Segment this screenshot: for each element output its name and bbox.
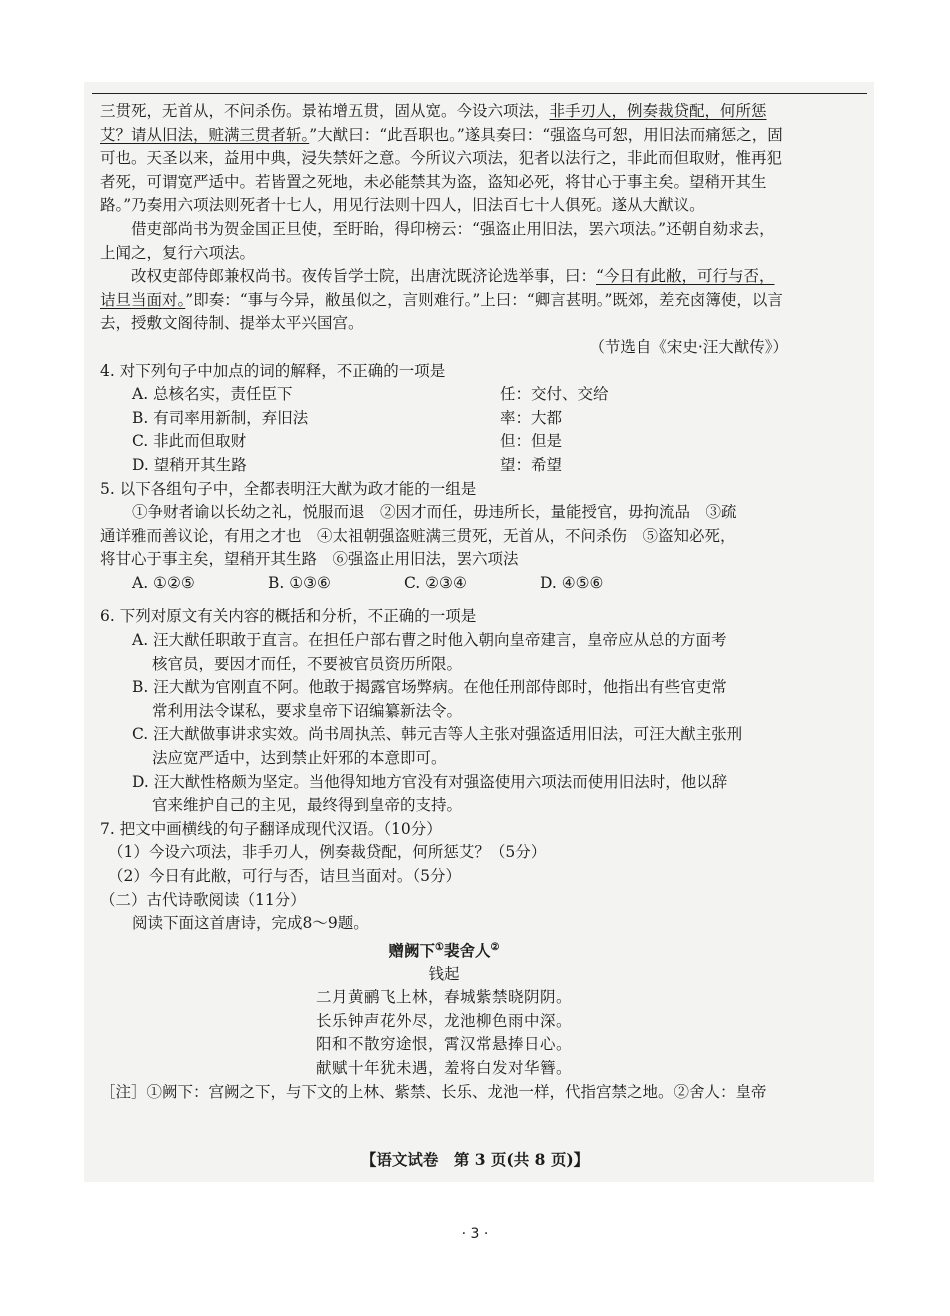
passage-paragraph: 三贯死，无首从，不问杀伤。景祐增五贯，固从宽。今设六项法，非手刃人，例奏裁贷配，何所惩艾？请从旧法，赃满三贯者斩。”大猷曰：“此吾职也。”遂具奏曰：“强盗乌可恕，用旧法而痛惩之，固可也。天圣以来，益用中典，浸失禁奸之意。今所议六项法，犯者以法行之，非此而但取财，惟再犯者死，可谓宽严适中。若皆置之死地，未必能禁其为盗，盗知必死，将甘心于事主矣。望稍开其生路。”乃奏用六项法则死者十七人，用见行法则十四人，旧法百七十人俱死。遂从大猷议。 [100,102,783,215]
question-7-item-1: （1）今设六项法，非手刃人，例奏裁贷配，何所惩艾？（5分） [108,843,547,862]
question-5-sentences: ①争财者谕以长幼之礼，悦服而退 ②因才而任，毋违所长，量能授官，毋拘流品 ③疏 [132,503,737,522]
poem-note: ［注］①阙下：宫阙之下，与下文的上林、紫禁、长乐、龙池一样，代指宫禁之地。②舍人：皇帝 [100,1082,767,1101]
question-4-option-c: C. 非此而但取财 但：但是 [132,432,563,451]
question-5-sentences: 通详雅而善议论，有用之才也 ④太祖朝强盗赃满三贯死，无首从，不问杀伤 ⑤盗知必死， [100,526,736,545]
passage-paragraph: 借吏部尚书为贺金国正旦使，至盱眙，得印榜云：“强盗止用旧法，罢六项法。”还朝自劾求去，上闻之，复行六项法。 [100,219,775,262]
underlined-sentence-1: 非手刃人，例奏裁贷配，何所惩艾？请从旧法，赃满三贯者斩。 [100,102,767,144]
question-6-option-b: B. 汪大猷为官刚直不阿。他敢于揭露官场弊病。在他任刑部侍郎时，他指出有些官吏常 [132,678,727,697]
question-5-choices: A. ①②⑤ B. ①③⑥ C. ②③④ D. ④⑤⑥ [132,573,604,592]
poem-author: 钱起 [428,964,460,983]
question-4-stem: 4. 对下列句子中加点的词的解释，不正确的一项是 [100,361,446,380]
question-4-option-b: B. 有司率用新制，弃旧法 率：大都 [132,408,563,427]
page-number: · 3 · [461,1226,489,1242]
question-6-option-d: D. 汪大猷性格颇为坚定。当他得知地方官没有对强盗使用六项法而使用旧法时，他以辞 [132,772,728,791]
exam-footer: 【语文试卷 第 3 页(共 8 页)】 [360,1150,590,1169]
underlined-sentence-2: “今日有此敝，可行与否，诘旦当面对。 [100,267,775,309]
poem-title: 赠阙下①裴舍人② [388,940,500,960]
question-5-sentences: 将甘心于事主矣，望稍开其生路 ⑥强盗止用旧法，罢六项法 [100,550,519,569]
poem-line: 献赋十年犹未遇，羞将白发对华簪。 [315,1058,572,1077]
question-4-option-d: D. 望稍开其生路 望：希望 [132,455,563,474]
question-7-stem: 7. 把文中画横线的句子翻译成现代汉语。（10分） [100,819,442,838]
exam-content: 三贯死，无首从，不问杀伤。景祐增五贯，固从宽。今设六项法，非手刃人，例奏裁贷配，何所惩艾？请从旧法，赃满三贯者斩。”大猷曰：“此吾职也。”遂具奏曰：“强盗乌可恕，用旧法而痛惩之，固可也。天圣以来，益用中典，浸失禁奸之意。今所议六项法，犯者以法行之，非此而但取财，惟再犯者死，可谓宽严适中。若皆置之死地，未必能禁其为盗，盗知必死，将甘心于事主矣。望稍开其生路。”乃奏用六项法则死者十七人，用见行法则十四人，旧法百七十人俱死。遂从大猷议。 借吏部尚书为贺金国正旦使，至盱眙，得印榜云：“强盗止用旧法，罢六项法。”还朝自劾求去，上闻之，复行六项法。 改权吏部侍郎兼权尚书。夜传旨学士院，出唐沈既济论选举事，曰：“今日有此敝，可行与否，诘旦当面对。”即奏：“事与今异，敝虽似之，言则难行。”上曰：“卿言甚明。”既郊，差充卤簿使，以言去，授敷文阁待制、提举太平兴国宫。 （节选自《宋史·汪大猷传》） 4. 对下列句子中加点的词的解释，不正确的一项是 A. 总核名实，责任臣下 任：交付、交给 B. 有司率用新制，弃旧法 率：大都 C. 非此而但取财 但：但是 D. 望稍开其生路 望：希望 5. 以下各组句子中，全都表明汪大猷为政才能的一组是 ①争财者谕以长幼之礼，悦服而退 ②因才而任，毋违所长，量能授官，毋拘流品 ③疏 通详雅而善议论，有用之才也 ④太祖朝强盗赃满三贯死，无首从，不问杀伤 ⑤盗知必死， 将甘心于事主矣，望稍开其生路 ⑥强盗止用旧法，罢六项法 A. ①②⑤ B. ①③⑥ C. ②③④ D. ④⑤⑥ 6. 下列对原文有关内容的概括和分析，不正确的一项是 A. 汪大猷任职敢于直言。在担任户部右曹之时他入朝向皇帝建言，皇帝应从总的方面考 核官员，要因才而任，不要被官员资历所限。 B. 汪大猷为官刚直不阿。他敢于揭露官场弊病。在他任刑部侍郎时，他指出有些官吏常 常利用法令谋私，要求皇帝下诏编纂新法令。 C. 汪大猷做事讲求实效。尚书周执羔、韩元吉等人主张对强盗适用旧法，可汪大猷主张刑 法应宽严适中，达到禁止奸邪的本意即可。 D. 汪大猷性格颇为坚定。当他得知地方官没有对强盗使用六项法而使用旧法时，他以辞 官来维护自己的主见，最终得到皇帝的支持。 7. 把文中画横线的句子翻译成现代汉语。（10分） （1）今设六项法，非手刃人，例奏裁贷配，何所惩艾？（5分） （2）今日有此敝，可行与否，诘旦当面对。（5分） （二）古代诗歌阅读（11分） 阅读下面这首唐诗，完成8～9题。 赠阙下①裴舍人② 钱起 二月黄鹂飞上林，春城紫禁晓阴阴。 长乐钟声花外尽，龙池柳色雨中深。 阳和不散穷途恨，霄汉常悬捧日心。 献赋十年犹未遇，羞将白发对华簪。 ［注］①阙下：宫阙之下，与下文的上林、紫禁、长乐、龙池一样，代指宫禁之地。②舍人：皇帝 [100,100,788,1104]
passage-source: （节选自《宋史·汪大猷传》） [589,337,788,356]
question-4-option-a: A. 总核名实，责任臣下 任：交付、交给 [132,385,609,404]
question-7-item-2: （2）今日有此敝，可行与否，诘旦当面对。（5分） [108,867,461,885]
section-instruction: 阅读下面这首唐诗，完成8～9题。 [132,914,369,933]
poem-line: 阳和不散穷途恨，霄汉常悬捧日心。 [315,1035,572,1054]
question-6-stem: 6. 下列对原文有关内容的概括和分析，不正确的一项是 [100,607,477,626]
header-rule [92,93,867,94]
passage-paragraph: 改权吏部侍郎兼权尚书。夜传旨学士院，出唐沈既济论选举事，曰：“今日有此敝，可行与否，诘旦当面对。”即奏：“事与今异，敝虽似之，言则难行。”上曰：“卿言甚明。”既郊，差充卤簿使，以言去，授敷文阁待制、提举太平兴国宫。 [100,267,783,333]
question-6-option-a: A. 汪大猷任职敢于直言。在担任户部右曹之时他入朝向皇帝建言，皇帝应从总的方面考 [132,631,727,650]
poem-line: 二月黄鹂飞上林，春城紫禁晓阴阴。 [315,988,572,1007]
question-5-stem: 5. 以下各组句子中，全都表明汪大猷为政才能的一组是 [100,479,477,498]
section-heading: （二）古代诗歌阅读（11分） [100,890,306,909]
poem-line: 长乐钟声花外尽，龙池柳色雨中深。 [315,1011,572,1030]
question-6-option-c: C. 汪大猷做事讲求实效。尚书周执羔、韩元吉等人主张对强盗适用旧法，可汪大猷主张刑 [132,725,743,744]
